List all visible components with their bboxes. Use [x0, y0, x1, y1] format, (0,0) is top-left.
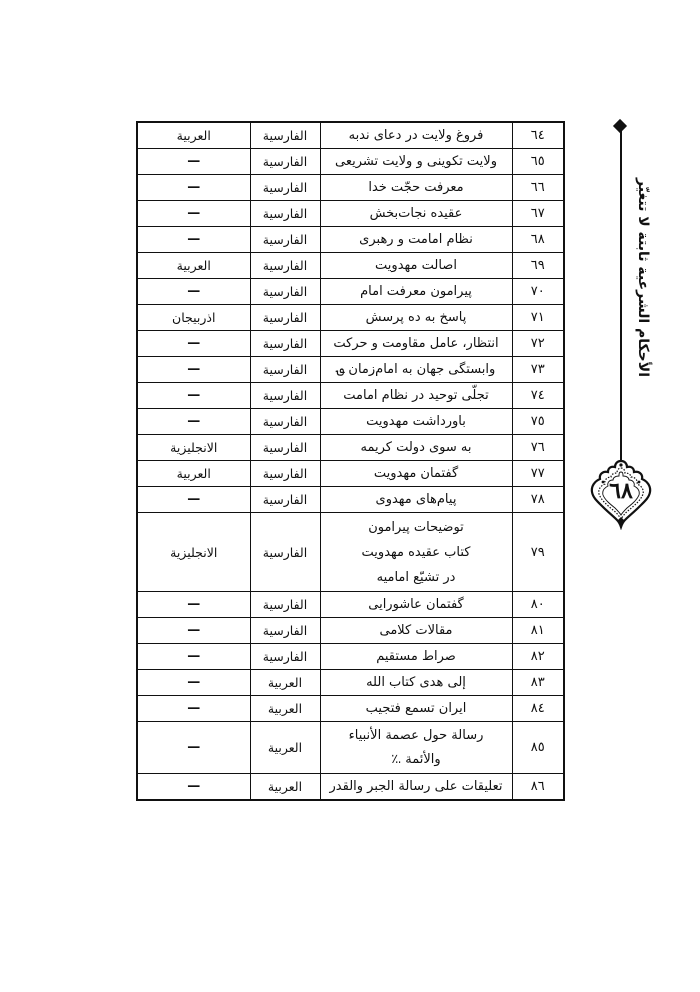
running-title: الأحكام الشرعية ثابتة لا تتغيّر: [635, 178, 651, 377]
title-lines: [325, 127, 508, 144]
side-rule-line: [620, 130, 622, 462]
cell-title: [320, 357, 512, 383]
cell-title: [320, 513, 512, 592]
cell-language: الفارسية: [250, 644, 320, 670]
title-line: در تشيّع اماميه: [376, 569, 456, 585]
cell-language: الفارسية: [250, 175, 320, 201]
title-lines: [325, 205, 508, 222]
cell-translation: —: [137, 383, 250, 409]
table-row: [137, 513, 564, 592]
cell-number: ٨٦: [512, 774, 564, 801]
table-row: [137, 279, 564, 305]
title-lines: [325, 439, 508, 456]
cell-title: [320, 253, 512, 279]
cell-title: [320, 409, 512, 435]
title-line: اصالت مهدويت: [375, 258, 457, 273]
title-line: تعليقات على رسالة الجبر والقدر: [329, 779, 503, 794]
table-row: [137, 487, 564, 513]
cell-number: ٧٢: [512, 331, 564, 357]
cell-translation: —: [137, 331, 250, 357]
table-row: [137, 357, 564, 383]
table-row: [137, 618, 564, 644]
title-lines: [325, 622, 508, 639]
title-line: پيام‌هاى مهدوى: [375, 492, 457, 507]
cell-title: [320, 227, 512, 253]
cell-language: الفارسية: [250, 461, 320, 487]
publications-table-body: [137, 122, 564, 800]
cell-language: الفارسية: [250, 409, 320, 435]
cell-number: ٦٤: [512, 122, 564, 149]
table-row: [137, 149, 564, 175]
title-line: گفتمان مهدويت: [373, 466, 459, 481]
cell-language: الفارسية: [250, 383, 320, 409]
cell-number: ٧٤: [512, 383, 564, 409]
cell-translation: —: [137, 592, 250, 618]
cell-number: ٧٥: [512, 409, 564, 435]
title-lines: [325, 335, 508, 352]
cell-language: الفارسية: [250, 227, 320, 253]
cell-title: [320, 487, 512, 513]
title-line: پيرامون معرفت امام: [360, 284, 472, 299]
cell-number: ٧٧: [512, 461, 564, 487]
cell-translation: —: [137, 201, 250, 227]
cell-title: [320, 279, 512, 305]
title-lines: [325, 153, 508, 170]
title-lines: [325, 674, 508, 691]
table-row: [137, 670, 564, 696]
cell-translation: —: [137, 227, 250, 253]
cell-title: [320, 149, 512, 175]
title-lines: [325, 361, 508, 378]
cell-translation: —: [137, 644, 250, 670]
title-lines: [325, 724, 508, 772]
title-lines: [325, 700, 508, 717]
title-line: كتاب عقيده مهدويت: [361, 544, 471, 560]
cell-translation: —: [137, 670, 250, 696]
cell-number: ٧٨: [512, 487, 564, 513]
title-line: نظام امامت و رهبرى: [359, 232, 473, 247]
cell-number: ٦٧: [512, 201, 564, 227]
title-line: رسالة حول عصمة الأنبياء: [348, 727, 484, 743]
cell-title: [320, 201, 512, 227]
cell-translation: —: [137, 696, 250, 722]
cell-language: العربية: [250, 774, 320, 801]
title-lines: [325, 515, 508, 590]
title-line: گفتمان عاشورايى: [368, 597, 464, 612]
title-lines: [325, 596, 508, 613]
title-line: به سوى دولت كريمه: [360, 440, 472, 455]
table-row: [137, 331, 564, 357]
table-row: [137, 774, 564, 801]
cell-number: ٧٣: [512, 357, 564, 383]
cell-number: ٧٦: [512, 435, 564, 461]
cell-translation: الانجليزية: [137, 513, 250, 592]
title-lines: [325, 231, 508, 248]
cell-number: ٦٦: [512, 175, 564, 201]
title-lines: [325, 179, 508, 196]
table-row: [137, 201, 564, 227]
title-line: پاسخ به ده پرسش: [365, 310, 467, 325]
title-line: عقيده نجات‌بخش: [369, 206, 463, 221]
cell-translation: —: [137, 487, 250, 513]
title-line: مقالات كلامى: [379, 623, 453, 638]
table-row: [137, 722, 564, 774]
title-line: إلى هدى كتاب الله: [366, 675, 466, 690]
title-lines: [325, 309, 508, 326]
cell-language: الفارسية: [250, 122, 320, 149]
title-line: انتظار، عامل مقاومت و حركت: [333, 336, 499, 351]
cell-number: ٧١: [512, 305, 564, 331]
cell-language: الفارسية: [250, 149, 320, 175]
cell-number: ٦٩: [512, 253, 564, 279]
cell-language: العربية: [250, 670, 320, 696]
cell-language: الفارسية: [250, 305, 320, 331]
title-line: فروغ ولايت در دعاى ندبه: [348, 128, 484, 143]
cell-title: [320, 383, 512, 409]
cell-language: الفارسية: [250, 253, 320, 279]
cell-title: [320, 618, 512, 644]
cell-translation: الانجليزية: [137, 435, 250, 461]
cell-language: الفارسية: [250, 279, 320, 305]
cell-translation: —: [137, 357, 250, 383]
cell-title: [320, 122, 512, 149]
cell-translation: اذربيجان: [137, 305, 250, 331]
title-line: توضيحات پيرامون: [368, 519, 464, 535]
cell-translation: —: [137, 409, 250, 435]
cell-title: [320, 592, 512, 618]
cell-title: [320, 461, 512, 487]
cell-language: الفارسية: [250, 201, 320, 227]
table-row: [137, 409, 564, 435]
cell-translation: —: [137, 774, 250, 801]
cell-title: [320, 305, 512, 331]
table-row: [137, 461, 564, 487]
cell-translation: العربية: [137, 461, 250, 487]
table-row: [137, 592, 564, 618]
table-row: [137, 383, 564, 409]
cell-translation: —: [137, 722, 250, 774]
cell-number: ٨١: [512, 618, 564, 644]
cell-translation: العربية: [137, 122, 250, 149]
table-row: [137, 122, 564, 149]
table-row: [137, 305, 564, 331]
cell-language: الفارسية: [250, 435, 320, 461]
table-row: [137, 175, 564, 201]
cell-language: الفارسية: [250, 513, 320, 592]
publications-table: [136, 121, 565, 801]
cell-translation: —: [137, 175, 250, 201]
title-line: ايران تسمع فتجيب: [365, 701, 467, 716]
title-line: ولايت تكوينى و ولايت تشريعى: [335, 154, 497, 169]
title-line: معرفت حجّت خدا: [368, 180, 464, 195]
title-line: باورداشت مهدويت: [366, 414, 466, 429]
table-row: [137, 644, 564, 670]
title-line: والأئمة ؉: [391, 751, 441, 767]
cell-translation: —: [137, 618, 250, 644]
cell-language: العربية: [250, 722, 320, 774]
title-lines: [325, 387, 508, 404]
cell-number: ٧٩: [512, 513, 564, 592]
cell-number: ٨٠: [512, 592, 564, 618]
cell-title: [320, 696, 512, 722]
cell-language: الفارسية: [250, 331, 320, 357]
cell-translation: —: [137, 279, 250, 305]
cell-language: الفارسية: [250, 618, 320, 644]
title-lines: [325, 465, 508, 482]
title-line: وابستگى جهان به امام‌زمان ؈: [336, 362, 496, 377]
title-lines: [325, 648, 508, 665]
cell-title: [320, 175, 512, 201]
title-line: تجلّى توحيد در نظام امامت: [343, 388, 489, 403]
cell-title: [320, 644, 512, 670]
cell-title: [320, 774, 512, 801]
cell-number: ٧٠: [512, 279, 564, 305]
table-row: [137, 696, 564, 722]
title-lines: [325, 491, 508, 508]
title-line: صراط مستقيم: [376, 649, 456, 664]
cell-number: ٨٢: [512, 644, 564, 670]
cell-number: ٦٥: [512, 149, 564, 175]
cell-language: الفارسية: [250, 592, 320, 618]
title-lines: [325, 257, 508, 274]
cell-translation: —: [137, 149, 250, 175]
title-lines: [325, 283, 508, 300]
cell-title: [320, 331, 512, 357]
table-row: [137, 435, 564, 461]
cell-language: العربية: [250, 696, 320, 722]
cell-number: ٨٣: [512, 670, 564, 696]
cell-title: [320, 670, 512, 696]
table-row: [137, 253, 564, 279]
page-number: ٦٨: [609, 478, 633, 504]
table-row: [137, 227, 564, 253]
title-lines: [325, 778, 508, 795]
title-lines: [325, 413, 508, 430]
cell-number: ٦٨: [512, 227, 564, 253]
cell-number: ٨٤: [512, 696, 564, 722]
cell-language: الفارسية: [250, 487, 320, 513]
cell-title: [320, 722, 512, 774]
cell-number: ٨٥: [512, 722, 564, 774]
cell-language: الفارسية: [250, 357, 320, 383]
cell-title: [320, 435, 512, 461]
cell-translation: العربية: [137, 253, 250, 279]
